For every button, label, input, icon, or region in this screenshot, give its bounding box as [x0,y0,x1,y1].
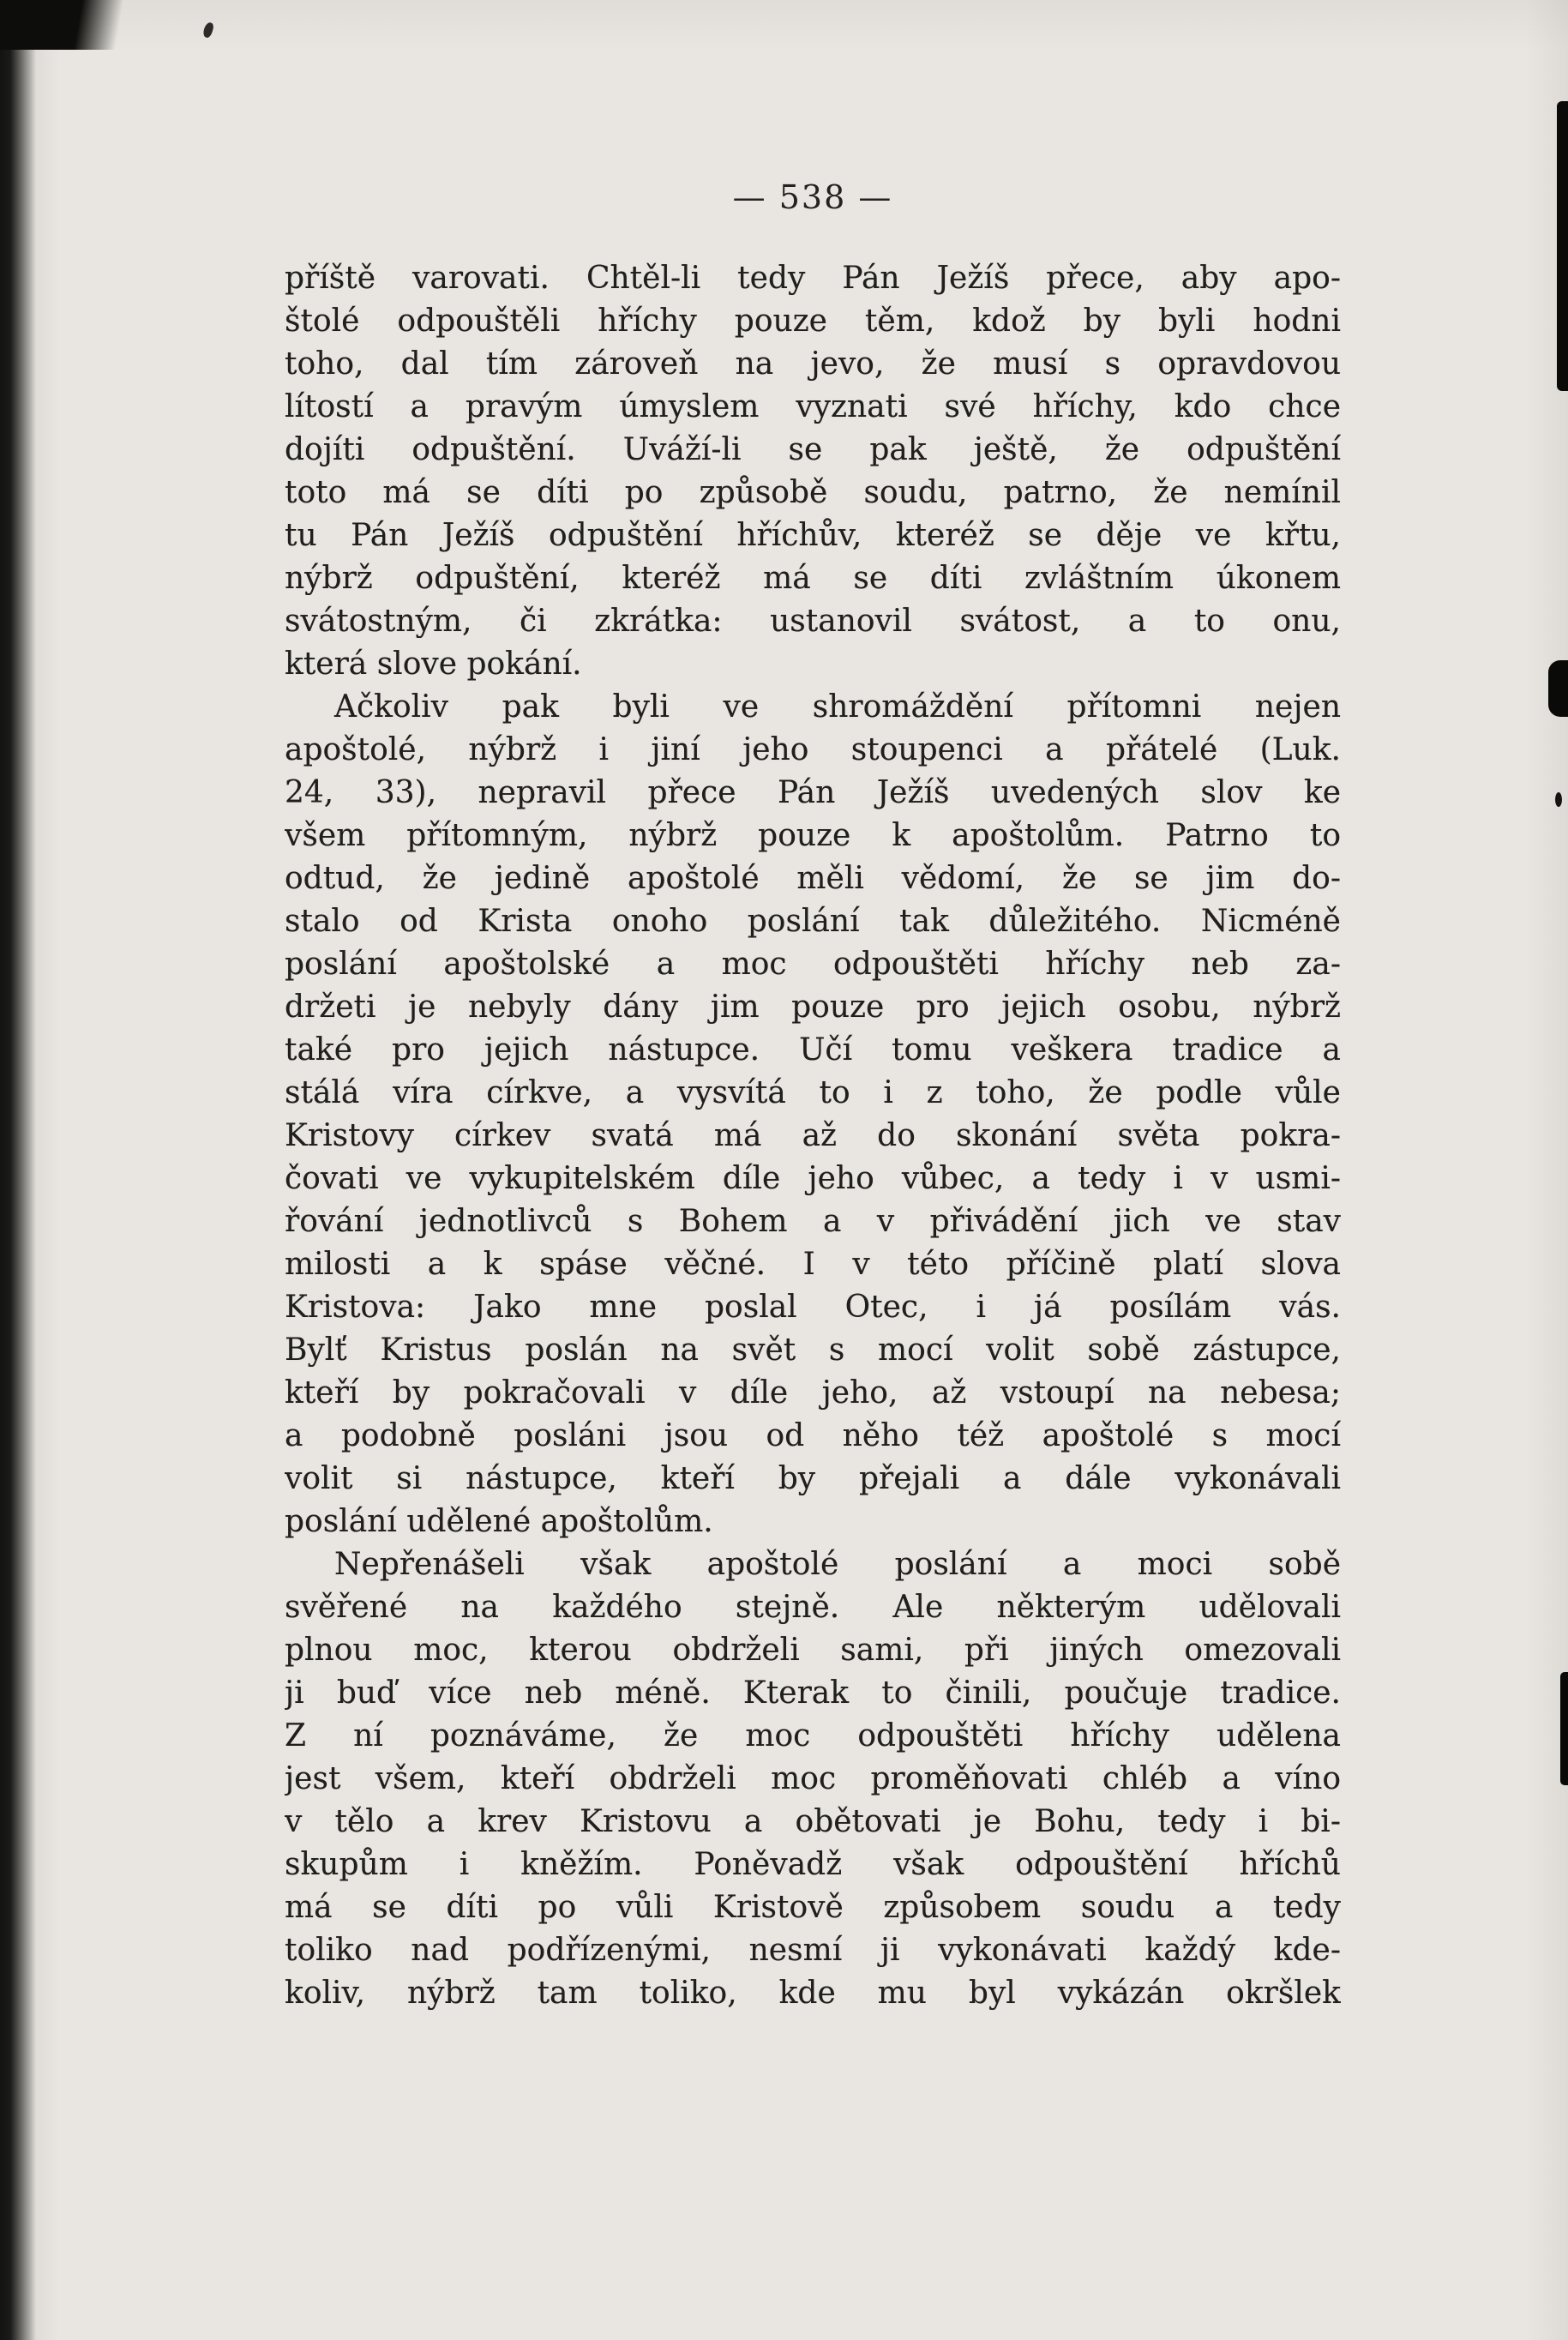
text-line: Nepřenášeli však apoštolé poslání a moci sobě [334,1547,1341,1582]
text-line: nýbrž odpuštění, kteréž má se díti zvláštním úkonem [285,561,1341,596]
text-line: toto má se díti po způsobě soudu, patrno, že nemínil [285,475,1341,510]
scan-top-left-corner-artifact [0,0,150,50]
text-line: volit si nástupce, kteří by přejali a dále vykonávali [285,1461,1341,1496]
text-line: dojíti odpuštění. Uváží-li se pak ještě, že odpuštění [285,432,1341,467]
scan-left-edge-shadow [0,0,36,2340]
body-text-block [285,257,1341,2015]
text-line: Kristovy církev svatá má až do skonání světa pokra- [285,1118,1341,1153]
text-line: Z ní poznáváme, že moc odpouštěti hříchy udělena [285,1718,1341,1753]
text-line: příště varovati. Chtěl-li tedy Pán Ježíš přece, aby apo- [285,261,1341,296]
text-line: která slove pokání. [285,647,582,682]
text-line: také pro jejich nástupce. Učí tomu veškera tradice a [285,1032,1341,1068]
text-line: stalo od Krista onoho poslání tak důležitého. Nicméně [285,904,1341,939]
text-line: svěřené na každého stejně. Ale některým udělovali [285,1590,1341,1625]
scan-right-edge-mark-top [1557,101,1568,391]
text-line: plnou moc, kterou obdrželi sami, při jiných omezovali [285,1633,1341,1668]
text-line: toho, dal tím zároveň na jevo, že musí s opravdovou [285,346,1341,382]
text-line: Kristova: Jako mne poslal Otec, i já posílám vás. [285,1290,1341,1325]
text-line: 24, 33), nepravil přece Pán Ježíš uvedených slov ke [285,775,1341,810]
text-line: odtud, že jedině apoštolé měli vědomí, že se jim do- [285,861,1341,896]
text-line: držeti je nebyly dány jim pouze pro jejich osobu, nýbrž [285,990,1341,1025]
text-line: poslání udělené apoštolům. [285,1504,713,1539]
text-line: koliv, nýbrž tam toliko, kde mu byl vykázán okršlek [285,1976,1341,2011]
text-line: milosti a k spáse věčné. I v této příčině platí slova [285,1247,1341,1282]
text-line: skupům i kněžím. Poněvadž však odpouštění hříchů [285,1847,1341,1882]
scan-right-edge-mark-middle [1560,1672,1568,1785]
text-line: řování jednotlivců s Bohem a v přivádění jich ve stav [285,1204,1341,1239]
text-line: a podobně posláni jsou od něho též apoštolé s mocí [285,1418,1341,1453]
scan-ink-speck [201,21,214,39]
text-line: v tělo a krev Kristovu a obětovati je Bohu, tedy i bi- [285,1804,1341,1839]
text-line: apoštolé, nýbrž i jiní jeho stoupenci a přátelé (Luk. [285,732,1341,767]
text-line: štolé odpouštěli hříchy pouze těm, kdož by byli hodni [285,304,1341,339]
text-line: všem přítomným, nýbrž pouze k apoštolům. Patrno to [285,818,1341,853]
text-line: má se díti po vůli Kristově způsobem soudu a tedy [285,1890,1341,1925]
text-line: svátostným, či zkrátka: ustanovil svátost, a to onu, [285,604,1341,639]
text-line: stálá víra církve, a vysvítá to i z toho, že podle vůle [285,1075,1341,1110]
text-line: tu Pán Ježíš odpuštění hříchův, kteréž se děje ve křtu, [285,518,1341,553]
text-line: jest všem, kteří obdrželi moc proměňovati chléb a víno [285,1761,1341,1796]
text-line: kteří by pokračovali v díle jeho, až vstoupí na nebesa; [285,1375,1341,1411]
text-line: Ačkoliv pak byli ve shromáždění přítomni nejen [334,689,1341,725]
text-line: lítostí a pravým úmyslem vyznati své hříchy, kdo chce [285,389,1341,424]
page-number: — 538 — [732,178,893,216]
text-line: čovati ve vykupitelském díle jeho vůbec, a tedy i v usmi- [285,1161,1341,1196]
text-line: poslání apoštolské a moc odpouštěti hříchy neb za- [285,947,1341,982]
text-line: toliko nad podřízenými, nesmí ji vykonávati každý kde- [285,1933,1341,1968]
text-line: ji buď více neb méně. Kterak to činili, poučuje tradice. [285,1675,1341,1711]
text-line: Bylť Kristus poslán na svět s mocí volit sobě zástupce, [285,1332,1341,1368]
scan-right-edge-blob [1548,660,1568,717]
scan-right-edge-dot [1555,792,1562,807]
